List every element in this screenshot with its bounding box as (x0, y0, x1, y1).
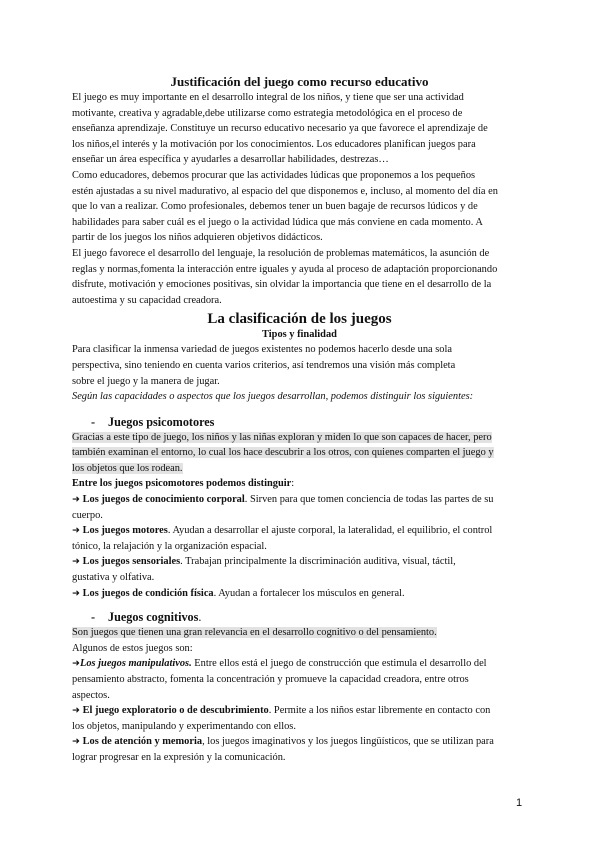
heading-text: Juegos psicomotores (108, 414, 215, 429)
text-line: gustativa y olfativa. (72, 572, 155, 584)
bold-text: Entre los juegos psicomotores podemos distinguir (72, 478, 292, 490)
list-item (72, 703, 527, 719)
heading-text: Juegos cognitivos (108, 610, 199, 625)
item-text: . Permite a los niños estar libremente en contacto con (268, 705, 491, 717)
text-line: enseñanza aprendizaje. Constituye un recurso educativo necesario ya que favorece el aprendizaje de (72, 123, 488, 135)
text-line: perspectiva, sino teniendo en cuenta varios criterios, así tendremos una visión más completa (72, 359, 456, 371)
item-lead: Los juegos de conocimiento corporal (82, 494, 245, 506)
item-text: Entre ellos está el juego de construcción que estimula el desarrollo del (191, 658, 487, 670)
text-line: tónico, la relajación y la organización espacial. (72, 540, 267, 552)
heading-juegos-psicomotores (91, 414, 527, 430)
text-line: motivante, creativa y agradable,debe utilizarse como estrategia metodológica en el proceso de (72, 107, 463, 119)
highlighted-text: los objetos que los rodean. (72, 462, 183, 474)
item-text: . Trabajan principalmente la discriminación auditiva, visual, táctil, (180, 556, 456, 568)
list-dash: - (91, 610, 96, 625)
text-line: sobre el juego y la manera de jugar. (72, 375, 220, 387)
intro-paragraph (72, 90, 527, 308)
list-item (72, 734, 527, 750)
text-line: lograr progresar en la expresión y la comunicación. (72, 751, 286, 763)
list-item (72, 656, 527, 672)
text-line: cuerpo. (72, 509, 103, 521)
text-line: los objetos, manipulando y experimentando con ellos. (72, 720, 296, 732)
highlighted-text: Gracias a este tipo de juego, los niños y las niñas exploran y miden lo que son capaces de hacer, pero (72, 431, 492, 443)
text-line: que lo van a realizar. Como profesionales, debemos tener un buen bagaje de recursos lúdicos y de (72, 201, 478, 213)
text-line: El juego favorece el desarrollo del lenguaje, la resolución de problemas matemáticos, la asunción de (72, 247, 490, 259)
item-lead: Los de atención y memoria (82, 736, 203, 748)
list-item (72, 523, 527, 539)
item-lead: Los juegos manipulativos. (79, 658, 192, 670)
document-title: Justificación del juego como recurso educativo (170, 74, 429, 89)
list-item (72, 554, 527, 570)
italic-line: Según las capacidades o aspectos que los juegos desarrollan, podemos distinguir los siguientes: (72, 391, 474, 403)
psicomotores-description (72, 430, 527, 477)
text-line: disfrute, motivación y emociones positivas, sin olvidar la importancia que tiene en el desarrollo de la (72, 279, 492, 291)
item-lead: El juego exploratorio o de descubrimiento (82, 705, 269, 717)
arrow-icon: ➜ (72, 587, 80, 599)
arrow-icon: ➜ (72, 736, 80, 748)
section-title: La clasificación de los juegos (207, 311, 392, 328)
text-line: enseñar un área específica y ayudarles a desarrollar habilidades, destrezas… (72, 154, 389, 166)
text-line: pensamiento abstracto, fomenta la concentración y promueve la capacidad creadora, entre otros (72, 674, 469, 685)
highlighted-text: también examinan el entorno, lo cual los hace descubrir a los otros, con quienes comparten el juego y (72, 447, 494, 459)
psicomotores-intro (72, 476, 527, 492)
list-dash: - (91, 414, 96, 429)
arrow-icon: ➜ (72, 525, 80, 537)
text-fragment: . (198, 610, 202, 625)
list-item (72, 492, 527, 508)
item-lead: Los juegos de condición física (82, 587, 214, 599)
text-line: autoestima y su capacidad creadora. (72, 294, 222, 306)
highlighted-text: Son juegos que tienen una gran relevancia en el desarrollo cognitivo o del pensamiento. (72, 627, 437, 639)
document-page (72, 74, 527, 766)
text-fragment: : (291, 478, 295, 490)
text-line: Como educadores, debemos procurar que las actividades lúdicas que proponemos a los pequeños (72, 169, 476, 181)
item-text: . Ayudan a desarrollar el ajuste corporal, la lateralidad, el equilibrio, el control (167, 525, 493, 537)
text-line: reglas y normas,fomenta la interacción entre iguales y ayuda al proceso de adaptación proporcionando (72, 263, 498, 275)
text-line: habilidades para saber cuál es el juego o la actividad lúdica que más conviene en cada momento. A (72, 216, 483, 228)
text-line: estén ajustadas a su nivel madurativo, al espacio del que disponemos e, incluso, al momento del día en (72, 185, 498, 197)
item-text: . Ayudan a fortalecer los músculos en general. (213, 587, 405, 599)
item-text: , los juegos imaginativos y los juegos lingüísticos, que se utilizan para (202, 736, 494, 748)
text-line: aspectos. (72, 689, 110, 701)
page-number: 1 (516, 797, 523, 809)
heading-juegos-cognitivos (91, 609, 527, 625)
classification-paragraph (72, 342, 527, 404)
text-line: partir de los juegos los niños adquieren objetivos didácticos. (72, 232, 323, 244)
arrow-icon: ➜ (72, 658, 80, 670)
text-line: Para clasificar la inmensa variedad de juegos existentes no podemos hacerlo desde una sola (72, 344, 452, 356)
section-subtitle: Tipos y finalidad (262, 329, 337, 341)
item-text: . Sirven para que tomen conciencia de todas las partes de su (244, 494, 494, 506)
arrow-icon: ➜ (72, 556, 80, 568)
text-line: El juego es muy importante en el desarrollo integral de los niños, y tiene que ser una actividad (72, 92, 464, 103)
item-lead: Los juegos sensoriales (82, 556, 181, 568)
list-item (72, 586, 527, 602)
text-line: Algunos de estos juegos son: (72, 642, 193, 654)
arrow-icon: ➜ (72, 705, 80, 717)
item-lead: Los juegos motores (82, 525, 168, 537)
text-line: los niños,el interés y la motivación por los conocimientos. Los educadores planifican juegos para (72, 138, 476, 150)
arrow-icon: ➜ (72, 494, 80, 506)
